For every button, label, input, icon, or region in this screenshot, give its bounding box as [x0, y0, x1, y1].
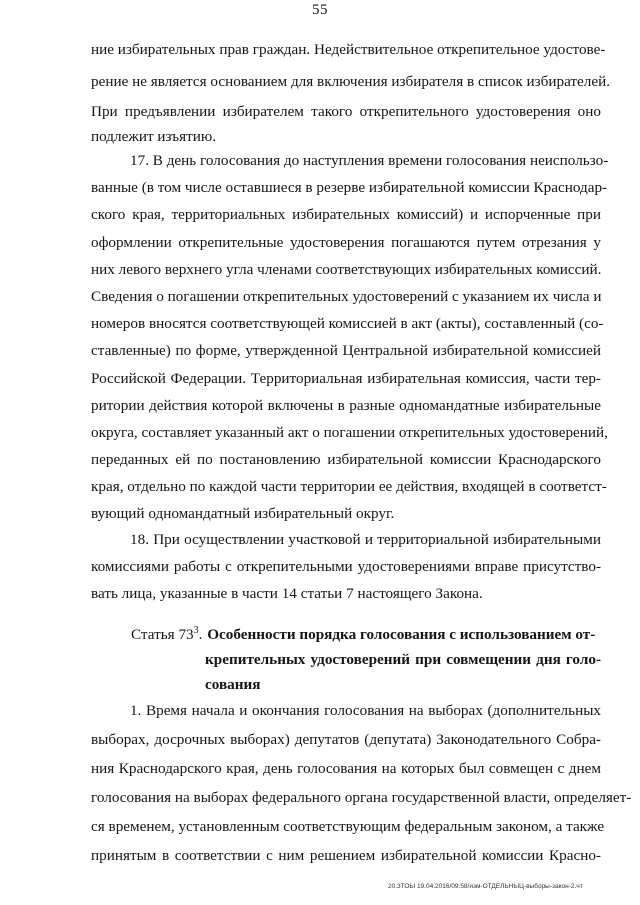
paragraph-17-line: ского края, территориальных избирательных комиссий) и испорченные при [91, 206, 601, 223]
article-superscript: 3 [193, 625, 199, 636]
article-heading [131, 625, 601, 645]
paragraph-1-line: выборах, досрочных выборах) депутатов (депутата) Законодательного Собра- [91, 731, 601, 748]
paragraph-17-line: них левого верхнего угла членами соответствующих избирательных комиссий. [91, 261, 602, 278]
text-line: рение не является основанием для включения избирателя в список избирателей. [91, 73, 611, 90]
paragraph-17-line: Российской Федерации. Территориальная избирательная комиссия, части тер- [91, 370, 601, 387]
article-title-line: сования [205, 676, 261, 693]
paragraph-1-line: 1. Время начала и окончания голосования на выборах (дополнительных [130, 702, 601, 719]
text-line: подлежит изъятию. [91, 128, 216, 145]
article-title-line: Особенности порядка голосования с использованием от- [207, 626, 596, 643]
paragraph-17-line: Сведения о погашении открепительных удостоверений с указанием их числа и [91, 288, 602, 305]
paragraph-17-line: номеров вносятся соответствующей комиссией в акт (акты), составленный (со- [91, 315, 604, 332]
paragraph-17-line: 17. В день голосования до наступления времени голосования неиспользо- [130, 152, 609, 169]
article-label: Статья 73 [131, 626, 194, 643]
page-number: 55 [312, 2, 328, 18]
paragraph-17-line: оформлении открепительные удостоверения погашаются путем отрезания у [91, 234, 601, 251]
paragraph-1-line: ся временем, установленным соответствующим федеральным законом, а также [91, 818, 605, 835]
text-line: ние избирательных прав граждан. Недействительное открепительное удостове- [91, 41, 606, 58]
file-footer: 20.3ТОЫ 19.04.2016/09.58/изм-ОТДЕЛЬНЫЦ-выборы-закон-2.чт [388, 883, 583, 890]
paragraph-1-line: принятым в соответствии с ним решением избирательной комиссии Красно- [91, 847, 601, 864]
paragraph-18-line: комиссиями работы с открепительными удостоверениями вправе присутство- [91, 558, 601, 575]
paragraph-17-line: края, отдельно по каждой части территории ее действия, входящей в соответст- [91, 478, 607, 495]
text-line: При предъявлении избирателем такого открепительного удостоверения оно [91, 103, 601, 120]
paragraph-1-line: ния Краснодарского края, день голосования на которых был совмещен с днем [91, 760, 601, 777]
article-label-dot: . [198, 626, 203, 643]
paragraph-17-line: ванные (в том числе оставшиеся в резерве избирательной комиссии Краснодар- [91, 179, 608, 196]
article-title-line: крепительных удостоверений при совмещении дня голо- [205, 651, 601, 668]
paragraph-17-line: округа, составляет указанный акт о погашении открепительных удостоверений, [91, 424, 608, 441]
paragraph-18-line: вать лица, указанные в части 14 статьи 7 настоящего Закона. [91, 585, 483, 602]
paragraph-17-line: ритории действия которой включены в разные одномандатные избирательные [91, 397, 601, 414]
paragraph-1-line: голосования на выборах федерального органа государственной власти, определяет- [91, 789, 632, 806]
paragraph-18-line: 18. При осуществлении участковой и территориальной избирательными [130, 531, 601, 548]
paragraph-17-line: ставленные) по форме, утвержденной Центральной избирательной комиссией [91, 342, 601, 359]
paragraph-17-line: переданных ей по постановлению избирательной комиссии Краснодарского [91, 451, 601, 468]
paragraph-17-line: вующий одномандатный избирательный округ. [91, 505, 395, 522]
